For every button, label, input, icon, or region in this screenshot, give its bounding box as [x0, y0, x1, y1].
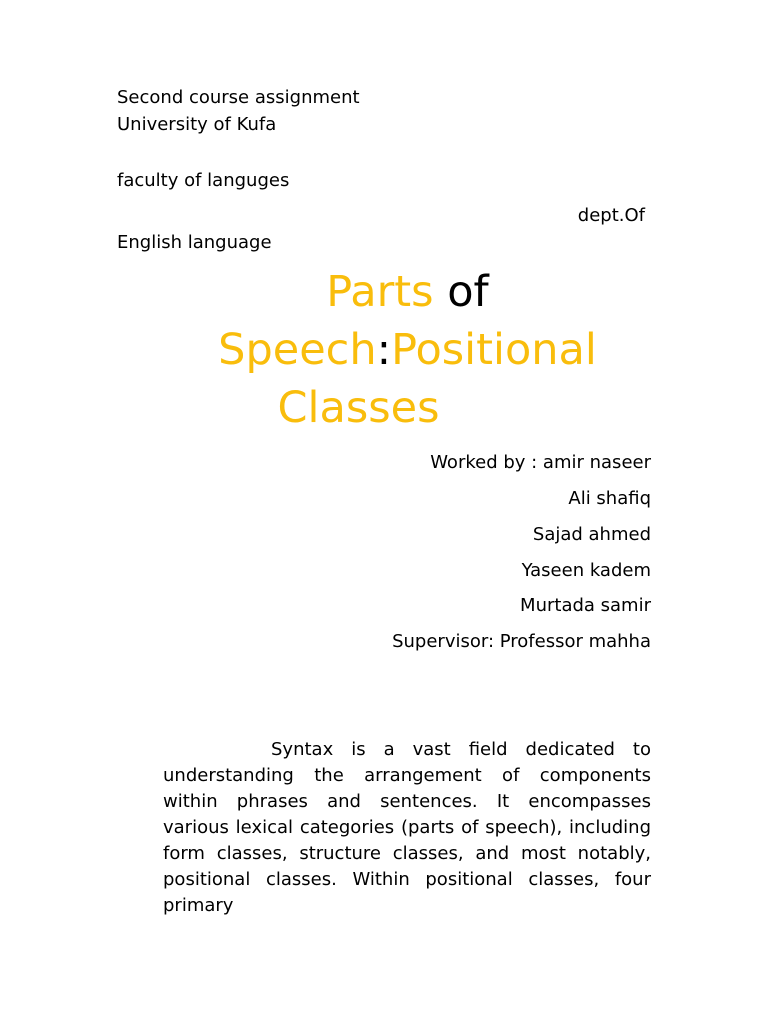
title-line-3: [150, 379, 665, 437]
title-word-speech: Speech: [218, 325, 377, 375]
title-colon: :: [376, 325, 392, 375]
header-department-name: English language: [117, 232, 272, 253]
header-university: University of Kufa: [117, 114, 277, 135]
credit-member: Sajad ahmed: [532, 524, 651, 545]
body-paragraph: Syntax is a vast field dedicated to understanding the arrangement of components within phrases and sentences. It encompasses various lexical categories (parts of speech), including form classes, structure classes, and most notably, positional classes. Within positional classes, four primary: [163, 739, 651, 916]
header-dept: dept.Of: [577, 205, 645, 226]
title-line-1: [150, 263, 665, 321]
title-word-positional: Positional: [391, 325, 597, 375]
title-line-2: [150, 321, 665, 379]
title-word-classes: Classes: [277, 383, 440, 433]
title-word-parts: Parts: [326, 267, 434, 317]
title-word-of: of: [447, 267, 489, 317]
header-faculty: faculty of languges: [117, 170, 290, 191]
credit-member: Ali shafiq: [568, 488, 651, 509]
credit-worked-by: Worked by : amir naseer: [430, 452, 651, 473]
credit-supervisor: Supervisor: Professor mahha: [392, 631, 651, 652]
header-assignment: Second course assignment: [117, 87, 360, 108]
credit-member: Yaseen kadem: [521, 560, 651, 581]
credit-member: Murtada samir: [520, 595, 651, 616]
